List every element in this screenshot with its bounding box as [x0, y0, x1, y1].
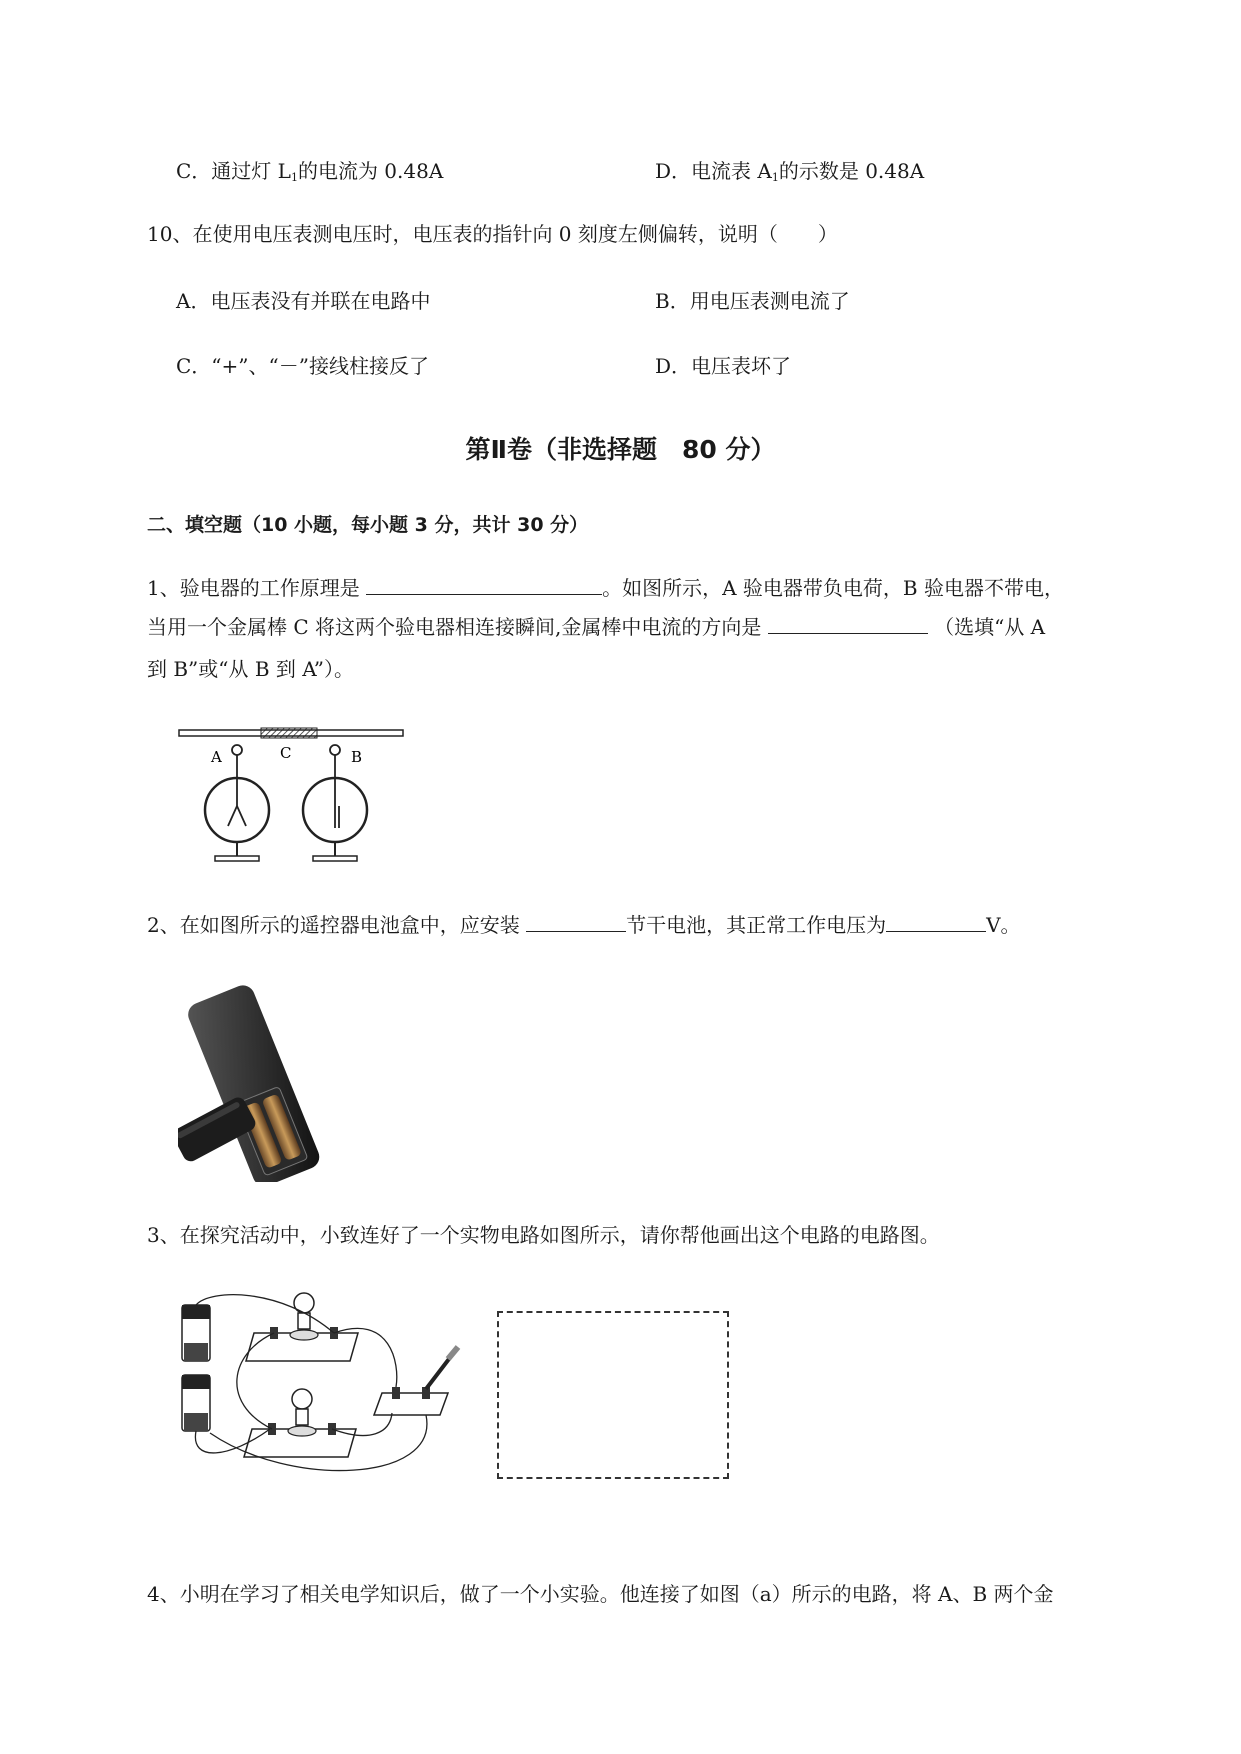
answer-blank[interactable]	[886, 911, 986, 932]
rod-grip	[261, 728, 317, 738]
section-heading: 二、填空题（10 小题，每小题 3 分，共计 30 分）	[147, 514, 589, 536]
answer-blank[interactable]	[526, 911, 626, 932]
q10-option-c: C．“+”、“－”接线柱接反了	[176, 354, 429, 378]
q10-option-b: B．用电压表测电流了	[655, 289, 850, 313]
lamp-board-top	[246, 1293, 358, 1361]
part2-title: 第Ⅱ卷（非选择题 80 分）	[465, 435, 776, 464]
answer-blank[interactable]	[366, 574, 602, 595]
q9-option-c: C．通过灯 $L_1$的电流为 0.48A	[176, 159, 444, 184]
q10-stem: 10、在使用电压表测电压时，电压表的指针向 0 刻度左侧偏转，说明（ ）	[147, 222, 838, 246]
q10-option-d: D．电压表坏了	[655, 354, 792, 378]
label-b: B	[351, 748, 363, 766]
label-c: C	[280, 744, 292, 762]
answer-blank[interactable]	[768, 613, 928, 634]
battery-pack	[182, 1305, 210, 1431]
fill1-line3: 到 B”或“从 B 到 A”）。	[147, 657, 355, 681]
q10-option-a: A．电压表没有并联在电路中	[176, 289, 431, 313]
electroscope-figure	[175, 718, 415, 868]
remote-control-photo	[178, 982, 348, 1182]
fill4-line: 4、小明在学习了相关电学知识后，做了一个小实验。他连接了如图（a）所示的电路，将 A、B 两个金	[147, 1582, 1054, 1606]
fill1-line1: 1、验电器的工作原理是 。如图所示，A 验电器带负电荷，B 验电器不带电，	[147, 576, 1064, 600]
fill3-line: 3、在探究活动中，小致连好了一个实物电路如图所示，请你帮他画出这个电路的电路图。	[147, 1223, 940, 1247]
q9-option-d: D．电流表 $A_1$的示数是 0.48A	[655, 159, 925, 184]
fill1-line2: 当用一个金属棒 C 将这两个验电器相连接瞬间,金属棒中电流的方向是 （选填“从 A	[147, 615, 1046, 639]
fill2-line: 2、在如图所示的遥控器电池盒中，应安装 节干电池，其正常工作电压为 V。	[147, 913, 1021, 937]
label-a: A	[211, 748, 222, 766]
knife-switch	[374, 1347, 458, 1415]
answer-drawing-box[interactable]	[497, 1311, 729, 1479]
physical-circuit-figure	[170, 1283, 470, 1493]
